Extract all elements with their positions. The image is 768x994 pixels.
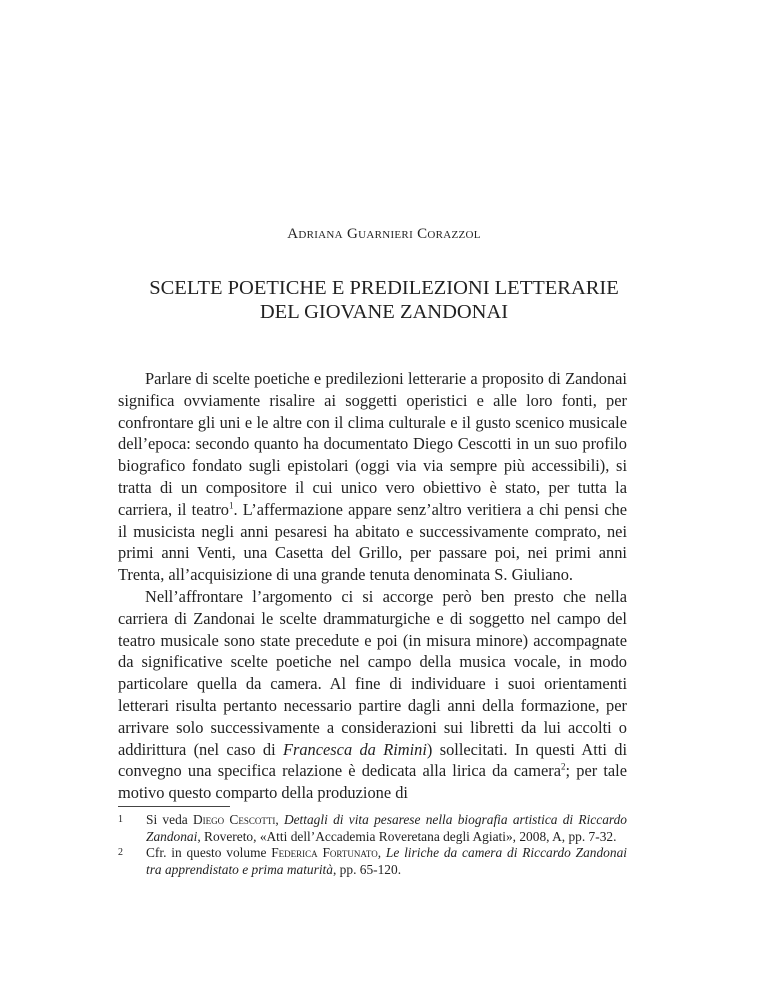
footnote-author: Diego Cescotti (192, 812, 276, 827)
body-text (118, 368, 627, 804)
footnote-work-title: Le liriche da camera di Riccardo Zandonai tra apprendistato e prima maturità (146, 845, 627, 877)
paragraph-1-text-a: Parlare di scelte poetiche e predilezioni letterarie a proposito di Zandonai significa ovviamente risalire ai soggetti operistici e alle loro fonti, per confrontare gli uni e le altre con il clima culturale e il gusto scenico musicale dell’epoca: secondo quanto ha documentato Diego Cescotti in un suo profilo biografico fondato sugli epistolari (oggi via via sempre più accessibili), si tratta di un compositore il cui unico vero obiettivo è stato, per tutta la carriera, il teatro (118, 369, 627, 519)
footnote-separator: , (275, 812, 284, 827)
paragraph-2 (118, 586, 627, 804)
title-line-2: DEL GIOVANE ZANDONAI (259, 301, 509, 323)
footnote-author: Federica Fortunato (271, 845, 378, 861)
footnote-text: Si veda (146, 812, 193, 827)
paragraph-2-italic-title: Francesca da Rimini (282, 739, 427, 759)
article-title (0, 276, 768, 324)
paragraph-2-text-c: ; per tale motivo questo comparto della produzione di (118, 761, 627, 803)
paragraph-1-text-b: . L’affermazione appare senz’altro veritiera a chi pensi che il musicista negli anni pesaresi ha abitato e successivamente comprato, nei primi anni Venti, una Casetta del Grillo, per passare poi, nei primi anni Trenta, all’acquisizione di una grande tenuta denominata S. Giuliano. (118, 499, 627, 585)
footnote-text: Cfr. in questo volume (146, 845, 272, 861)
paragraph-1 (118, 368, 627, 586)
footnote-ref-2: 2 (561, 761, 566, 772)
footnote-number: 2 (118, 847, 123, 859)
footnote-1 (118, 812, 627, 845)
title-line-1: SCELTE POETICHE E PREDILEZIONI LETTERARIE (149, 277, 619, 299)
footnote-work-title: Dettagli di vita pesarese nella biografia artistica di Riccardo Zandonai (146, 812, 627, 844)
paragraph-2-text-b: ) sollecitati. In questi Atti di convegno una specifica relazione è dedicata alla lirica da camera (118, 739, 627, 781)
footnote-text: , Rovereto, «Atti dell’Accademia Roveretana degli Agiati», 2008, A, pp. 7-32. (197, 828, 617, 844)
footnote-number: 1 (118, 814, 123, 825)
footnote-divider (118, 806, 230, 807)
author-name: Adriana Guarnieri Corazzol (287, 226, 481, 242)
footnote-2 (118, 845, 627, 878)
footnote-ref-1: 1 (228, 500, 234, 511)
footnotes (118, 812, 627, 878)
footnote-separator: , (377, 845, 386, 861)
paragraph-2-text-a: Nell’affrontare l’argomento ci si accorge però ben presto che nella carriera di Zandonai le scelte drammaturgiche e di soggetto nel campo del teatro musicale sono state precedute e poi (in misura minore) accompagnate da significative scelte poetiche nel campo della musica vocale, in modo particolare quella da camera. Al fine di individuare i suoi orientamenti letterari risulta pertanto necessario partire dagli anni della formazione, per arrivare solo successivamente a considerazioni sui libretti da lui accolti o addirittura (nel caso di (118, 586, 627, 759)
footnote-text: , pp. 65-120. (332, 861, 402, 877)
